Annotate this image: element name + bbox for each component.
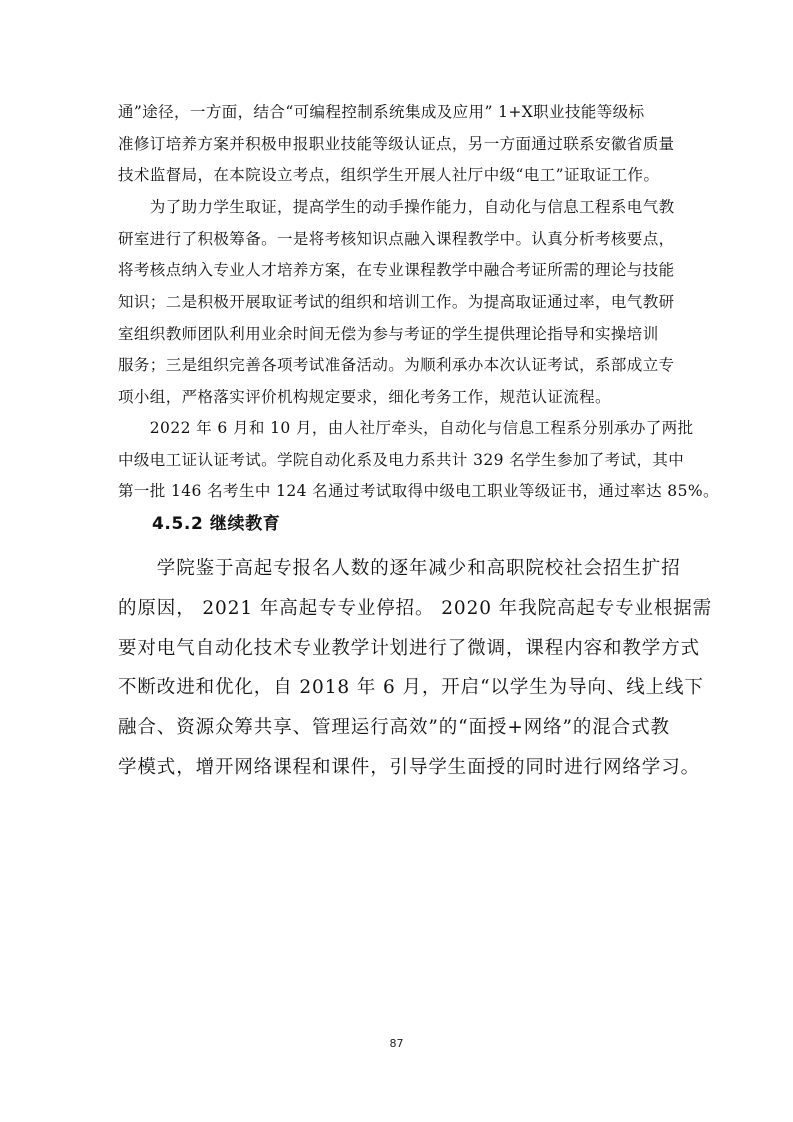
text-line: 的原因， 2021 年高起专专业停招。 2020 年我院高起专专业根据需 <box>118 597 713 619</box>
text-line: 项小组，严格落实评价机构规定要求，细化考务工作，规范认证流程。 <box>118 388 611 407</box>
text-line: 2022 年 6 月和 10 月，由人社厅牵头，自动化与信息工程系分别承办了两批 <box>118 419 694 437</box>
paragraph-continuing-education <box>118 549 713 788</box>
text-line: 服务；三是组织完善各项考试准备活动。为顺利承办本次认证考试，系部成立专 <box>118 356 675 375</box>
text-line: 研室进行了积极筹备。一是将考核知识点融入课程教学中。认真分析考核要点， <box>118 229 675 248</box>
text-line: 第一批 146 名考生中 124 名通过考试取得中级电工职业等级证书，通过率达 85%。 <box>118 482 719 501</box>
text-line: 将考核点纳入专业人才培养方案，在专业课程教学中融合考证所需的理论与技能 <box>118 261 675 280</box>
paragraph-preparation <box>118 192 678 414</box>
page-number: 87 <box>389 1037 404 1050</box>
paragraph-exam-approach <box>118 97 678 192</box>
section-heading: 4.5.2 继续教育 <box>152 514 281 534</box>
text-line: 准修订培养方案并积极申报职业技能等级认证点，另一方面通过联系安徽省质量 <box>118 134 675 153</box>
text-line: 中级电工证认证考试。学院自动化系及电力系共计 329 名学生参加了考试，其中 <box>118 450 685 469</box>
text-line: 不断改进和优化，自 2018 年 6 月，开启“以学生为导向、线上线下 <box>118 677 704 699</box>
paragraph-exam-results <box>118 413 719 508</box>
text-line: 技术监督局，在本院设立考点，组织学生开展人社厅中级“电工”证取证工作。 <box>118 166 660 185</box>
text-line: 学院鉴于高起专报名人数的逐年减少和高职院校社会招生扩招 <box>118 558 681 579</box>
text-line: 通”途径，一方面，结合“可编程控制系统集成及应用” 1+X职业技能等级标 <box>118 103 645 121</box>
text-line: 为了助力学生取证，提高学生的动手操作能力，自动化与信息工程系电气教 <box>118 198 675 216</box>
text-line: 融合、资源众筹共享、管理运行高效”的“面授+网络”的混合式教 <box>118 717 670 739</box>
text-line: 要对电气自动化技术专业教学计划进行了微调，课程内容和教学方式 <box>118 637 701 659</box>
text-line: 室组织教师团队利用业余时间无偿为参与考证的学生提供理论指导和实操培训 <box>118 324 659 343</box>
text-line: 学模式，增开网络课程和课件，引导学生面授的同时进行网络学习。 <box>118 756 701 778</box>
text-line: 知识；二是积极开展取证考试的组织和培训工作。为提高取证通过率，电气教研 <box>118 293 675 312</box>
